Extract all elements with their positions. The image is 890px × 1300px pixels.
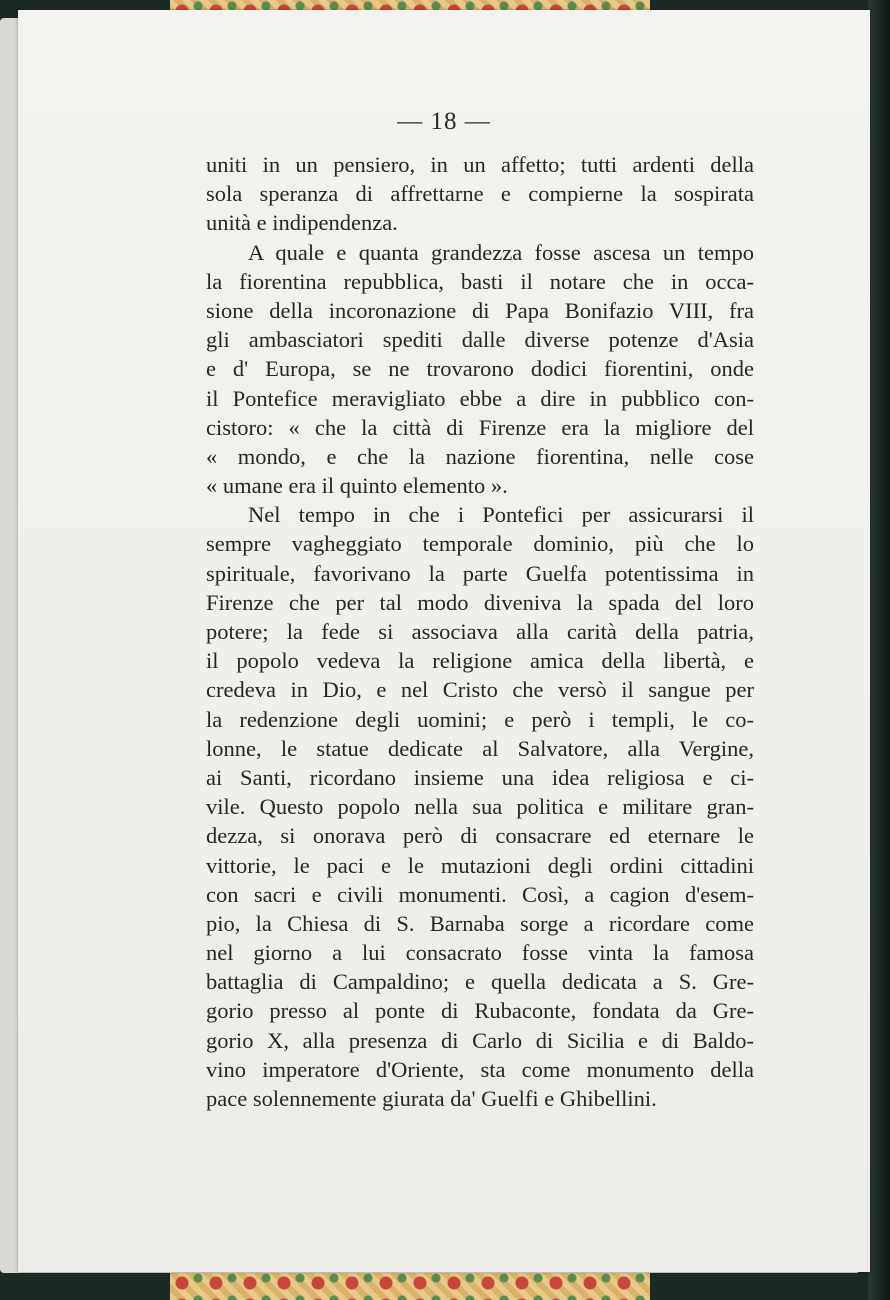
text-line: « umane era il quinto elemento ». — [206, 473, 508, 499]
text-line: la redenzione degli uomini; e però i templi, le co- — [206, 706, 754, 732]
text-line: gorio X, alla presenza di Carlo di Sicilia e di Baldo- — [206, 1027, 754, 1053]
text-line: nel giorno a lui consacrato fosse vinta la famosa — [206, 940, 754, 966]
text-line: cistoro: « che la città di Firenze era la migliore del — [206, 414, 754, 440]
text-line: sola speranza di affrettarne e compierne la sospirata — [206, 181, 754, 207]
text-line: uniti in un pensiero, in un affetto; tutti ardenti della — [206, 152, 754, 177]
body-text — [206, 150, 754, 1113]
text-line: il Pontefice meravigliato ebbe a dire in pubblico con- — [206, 385, 754, 411]
text-line: con sacri e civili monumenti. Così, a cagion d'esem- — [206, 881, 754, 907]
endpaper-pattern-bottom — [170, 1272, 650, 1300]
text-line: vile. Questo popolo nella sua politica e militare gran- — [206, 794, 754, 820]
text-line: gorio presso al ponte di Rubaconte, fondata da Gre- — [206, 998, 754, 1024]
text-line: unità e indipendenza. — [206, 210, 398, 236]
text-line: potere; la fede si associava alla carità della patria, — [206, 619, 754, 644]
text-line: pace solennemente giurata da' Guelfi e Ghibellini. — [206, 1086, 657, 1111]
text-line: il popolo vedeva la religione amica della libertà, e — [206, 648, 754, 674]
text-line: sempre vagheggiato temporale dominio, più che lo — [206, 531, 754, 557]
text-line: spirituale, favorivano la parte Guelfa potentissima in — [206, 560, 754, 586]
text-line: Firenze che per tal modo diveniva la spada del loro — [206, 589, 754, 615]
book-cover-edge — [868, 0, 890, 1300]
book-page — [18, 10, 870, 1272]
text-line: « mondo, e che la nazione fiorentina, nelle cose — [206, 443, 754, 469]
text-line: la fiorentina repubblica, basti il notare che in occa- — [206, 268, 754, 294]
text-line: battaglia di Campaldino; e quella dedicata a S. Gre- — [206, 969, 754, 995]
text-line: credeva in Dio, e nel Cristo che versò il sangue per — [206, 677, 754, 703]
text-line: dezza, si onorava però di consacrare ed eternare le — [206, 823, 754, 849]
text-line: A quale e quanta grandezza fosse ascesa un tempo — [248, 239, 754, 265]
text-line: sione della incoronazione di Papa Bonifazio VIII, fra — [206, 297, 754, 323]
text-line: e d' Europa, se ne trovarono dodici fiorentini, onde — [206, 356, 754, 382]
text-line: ai Santi, ricordano insieme una idea religiosa e ci- — [206, 764, 754, 790]
text-line: vino imperatore d'Oriente, sta come monumento della — [206, 1056, 754, 1082]
text-line: gli ambasciatori spediti dalle diverse potenze d'Asia — [206, 327, 754, 353]
text-line: pio, la Chiesa di S. Barnaba sorge a ricordare come — [206, 910, 754, 936]
text-line: lonne, le statue dedicate al Salvatore, alla Vergine, — [206, 735, 754, 761]
text-line: vittorie, le paci e le mutazioni degli ordini cittadini — [206, 852, 754, 878]
page-number: — 18 — — [397, 108, 491, 135]
text-line: Nel tempo in che i Pontefici per assicurarsi il — [248, 502, 754, 528]
